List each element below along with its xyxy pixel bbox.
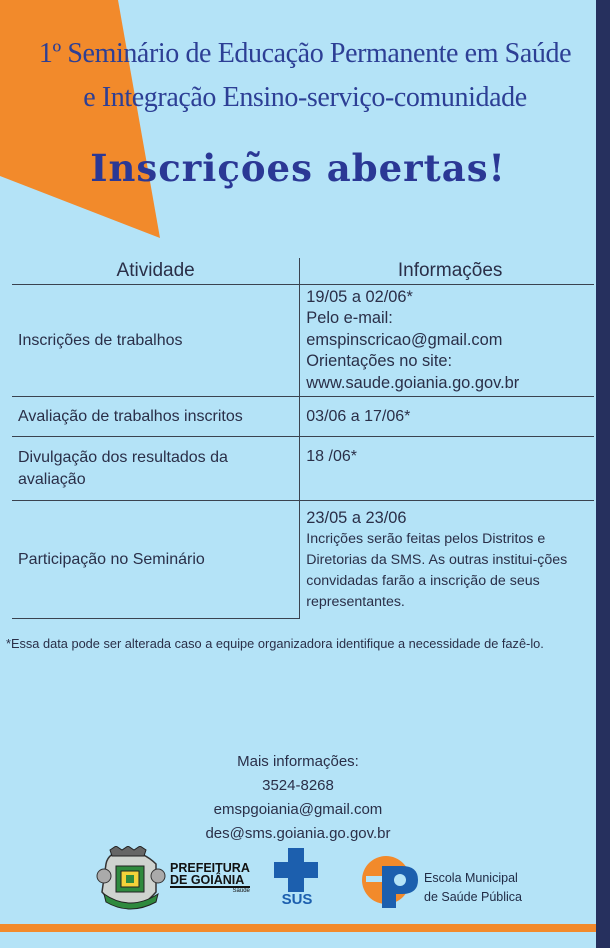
- header-informacoes: Informações: [300, 258, 594, 285]
- header-atividade: Atividade: [116, 260, 195, 281]
- info-line: www.saude.goiania.go.gov.br: [306, 373, 520, 392]
- activity-cell: Participação no Seminário: [12, 501, 300, 619]
- prefeitura-line-1: PREFEITURA: [170, 861, 250, 875]
- escola-municipal-logo: [360, 852, 430, 908]
- info-cell: 18 /06*: [300, 437, 594, 501]
- schedule-table: [12, 258, 594, 619]
- info-cell: [300, 285, 594, 397]
- activity-cell: Inscrições de trabalhos: [12, 285, 300, 397]
- info-line: Orientações no site:: [306, 352, 453, 371]
- table-row: [12, 437, 594, 501]
- footnote: *Essa data pode ser alterada caso a equipe organizadora identifique a necessidade de fazê-lo.: [6, 636, 544, 651]
- escola-text: [424, 869, 522, 907]
- activity-cell: Avaliação de trabalhos inscritos: [12, 397, 300, 437]
- info-cell: [300, 501, 594, 619]
- contact-heading: Mais informações:: [237, 753, 359, 770]
- esp-circle-icon: [362, 856, 418, 908]
- prefeitura-text: [170, 862, 250, 895]
- info-line: emspinscricao@gmail.com: [306, 330, 503, 349]
- right-border-bar: [596, 0, 610, 948]
- info-line: Pelo e-mail:: [306, 309, 393, 328]
- table-row: [12, 285, 594, 397]
- activity-cell: Divulgação dos resultados da avaliação: [12, 437, 300, 501]
- info-line: 23/05 a 23/06: [306, 508, 407, 527]
- page-title: [14, 32, 596, 120]
- contact-email-1: emspgoiania@gmail.com: [213, 801, 383, 818]
- contact-phone: 3524-8268: [262, 777, 334, 794]
- info-line: Incrições serão feitas pelos Distritos e Diretorias da SMS. As outras institui-ções convidadas farão a inscrição de seus representantes.: [306, 530, 568, 610]
- title-line-1: 1º Seminário de Educação Permanente em Saúde: [38, 38, 572, 69]
- contact-email-2: des@sms.goiania.go.gov.br: [205, 825, 391, 842]
- contact-block: [0, 750, 596, 846]
- prefeitura-sub: Saúde: [232, 888, 250, 894]
- info-line: 19/05 a 02/06*: [306, 287, 413, 306]
- table-row: [12, 501, 594, 619]
- title-line-2: e Integração Ensino-serviço-comunidade: [83, 82, 527, 113]
- sus-label: SUS: [281, 891, 313, 908]
- escola-line-1: Escola Municipal: [424, 871, 518, 885]
- headline-inscricoes: Inscrições abertas!: [90, 146, 506, 190]
- prefeitura-line-2: DE GOIÂNIA: [170, 874, 250, 888]
- bottom-orange-bar: [0, 924, 596, 932]
- info-cell: 03/06 a 17/06*: [300, 397, 594, 437]
- table-row: [12, 397, 594, 437]
- coat-of-arms-icon: [97, 846, 165, 909]
- escola-line-2: de Saúde Pública: [424, 890, 522, 904]
